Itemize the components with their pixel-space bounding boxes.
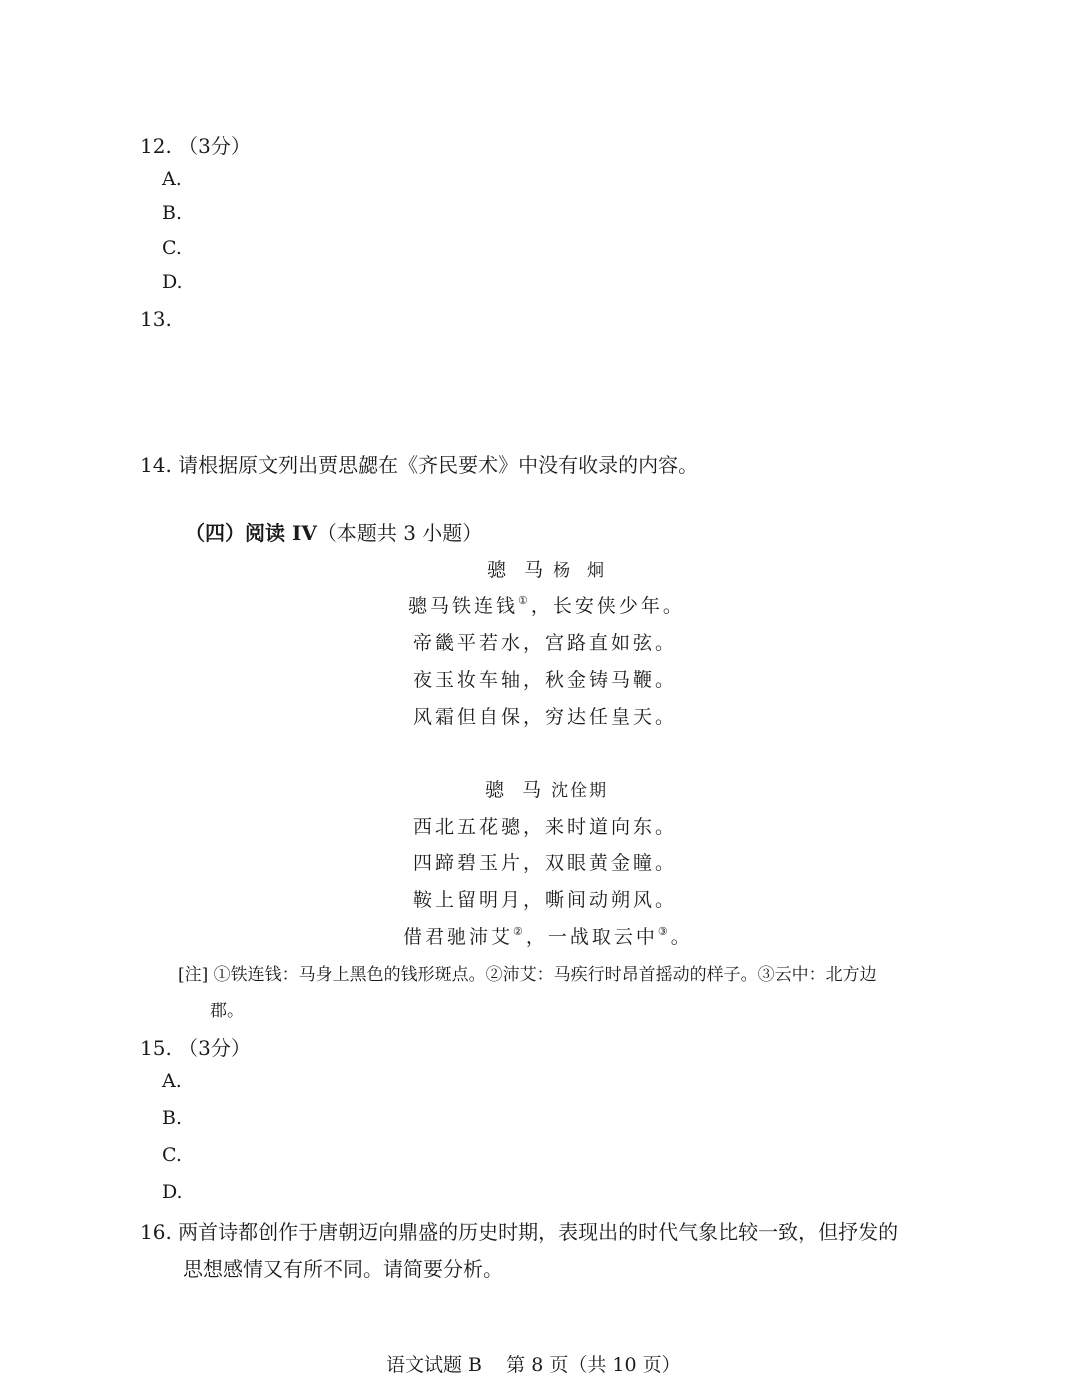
question-15	[140, 1032, 251, 1061]
poem-2-line-3: 鞍上留明月，嘶间动朔风。	[413, 889, 678, 911]
page-footer: 语文试题 B 第 8 页（共 10 页）	[386, 1354, 681, 1376]
poem-1-line-2: 帝畿平若水，宫路直如弦。	[413, 632, 678, 654]
section-heading	[185, 517, 482, 546]
question-12-option-a[interactable]: A.	[162, 168, 182, 190]
annotation-line-2: 郡。	[210, 1001, 244, 1021]
question-16-number: 16.	[140, 1220, 172, 1244]
poem-1-line-4: 风霜但自保，穷达任皇天。	[413, 706, 678, 728]
footnote-marker-3: ③	[657, 925, 671, 938]
question-15-score: （3分）	[178, 1036, 251, 1060]
question-15-option-b[interactable]: B.	[162, 1107, 183, 1129]
question-13-number: 13.	[140, 307, 172, 331]
poem-2-line-4-end: 。	[670, 926, 693, 948]
poem-1-title: 骢 马	[487, 559, 546, 581]
question-14-number: 14.	[140, 453, 172, 477]
question-14-text: 请根据原文列出贾思勰在《齐民要术》中没有收录的内容。	[178, 453, 699, 477]
question-15-option-d[interactable]: D.	[162, 1181, 183, 1203]
question-12-option-d[interactable]: D.	[162, 271, 183, 293]
poem-2-title: 骢 马	[485, 779, 544, 801]
poem-2-line-4-rest: ，一战取云中	[525, 926, 658, 948]
poem-2-heading	[485, 775, 608, 802]
question-15-number: 15.	[140, 1036, 172, 1060]
poem-2-author: 沈佺期	[551, 781, 609, 801]
poem-1-line-3: 夜玉妆车轴，秋金铸马鞭。	[413, 669, 678, 691]
question-12-option-c[interactable]: C.	[162, 237, 182, 259]
annotation-line-1: [注] ①铁连钱：马身上黑色的钱形斑点。②沛艾：马疾行时昂首摇动的样子。③云中：北方边	[178, 965, 877, 985]
section-subtitle: （本题共 3 小题）	[316, 521, 483, 545]
question-16-line-1: 两首诗都创作于唐朝迈向鼎盛的历史时期，表现出的时代气象比较一致，但抒发的	[178, 1220, 899, 1244]
poem-2-line-4	[403, 922, 693, 949]
section-title: （四）阅读 IV	[185, 521, 317, 545]
footnote-marker-1: ①	[518, 594, 531, 607]
question-15-option-c[interactable]: C.	[162, 1144, 182, 1166]
question-12-number: 12.	[140, 134, 172, 158]
question-12	[140, 130, 251, 159]
question-16-line-2: 思想感情又有所不同。请简要分析。	[183, 1257, 503, 1281]
poem-1-line-1-text: 骢马铁连钱	[408, 595, 519, 617]
poem-2-line-4-text: 借君驰沛艾	[403, 926, 514, 948]
question-15-option-a[interactable]: A.	[162, 1070, 182, 1092]
footnote-marker-2: ②	[513, 925, 526, 938]
poem-1-line-1-rest: ，长安侠少年。	[530, 595, 685, 617]
poem-1-heading	[487, 555, 606, 582]
poem-2-line-1: 西北五花骢，来时道向东。	[413, 816, 678, 838]
question-14	[140, 449, 698, 478]
poem-2-line-2: 四蹄碧玉片，双眼黄金瞳。	[413, 852, 678, 874]
question-16	[140, 1216, 898, 1245]
poem-1-author: 杨 炯	[553, 561, 606, 581]
question-12-option-b[interactable]: B.	[162, 202, 183, 224]
question-12-score: （3分）	[178, 134, 251, 158]
poem-1-line-1	[408, 591, 685, 618]
